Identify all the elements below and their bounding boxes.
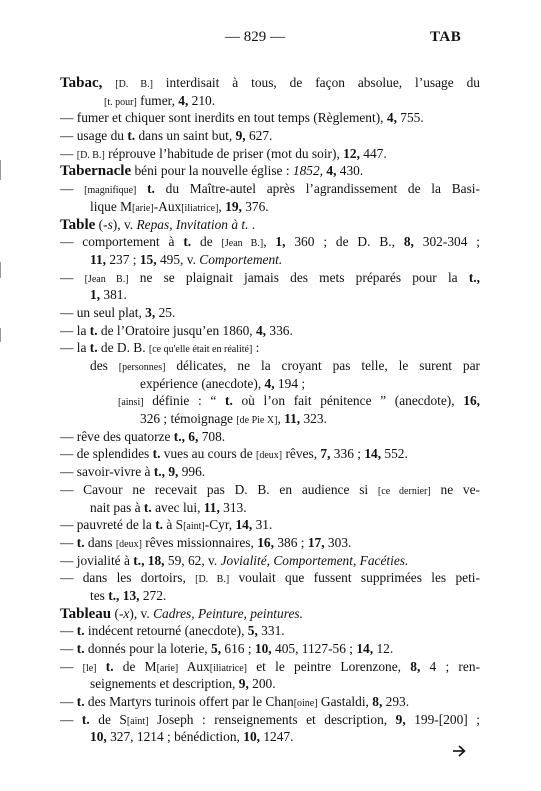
entry-text: 1852, <box>292 163 324 179</box>
entry-text: 755. <box>396 110 424 126</box>
entry-text: [oine] <box>293 698 318 710</box>
entry-text: , <box>277 411 285 427</box>
entry-text: de S <box>89 711 127 727</box>
entry-text: 10, <box>243 729 260 745</box>
entry-text: t. <box>147 181 155 197</box>
index-line <box>60 516 480 534</box>
entry-text: 302-304 ; <box>413 234 480 250</box>
entry-text: — fumer et chiquer sont inerdits en tout temps (Règlement), <box>60 110 387 126</box>
entry-text: — rêve des quatorze <box>60 428 174 444</box>
index-line <box>60 322 480 340</box>
entry-text: de l’Oratoire jusqu’en 1860, <box>97 322 256 338</box>
entry-text: 616 ; <box>221 641 255 656</box>
entry-text: [le] <box>82 662 97 674</box>
entry-headword: Tabac, <box>60 75 103 91</box>
entry-text: lique M <box>90 198 133 214</box>
entry-headword: Table <box>60 216 96 233</box>
entry-text: de <box>191 234 222 250</box>
entry-text: 381. <box>100 287 127 303</box>
entry-text: t. <box>76 534 85 550</box>
entry-text: — <box>60 641 77 656</box>
entry-text: dans un saint but, <box>135 128 236 144</box>
entry-text: 4, <box>386 110 397 126</box>
entry-text: 313. <box>219 499 247 515</box>
entry-text: Aux <box>178 658 210 674</box>
entry-text <box>136 181 147 196</box>
entry-text: [magnifique] <box>84 185 137 197</box>
index-line <box>60 428 480 446</box>
entry-text: — <box>60 711 82 727</box>
index-entries <box>60 74 480 746</box>
entry-text: [ce qu'elle était en réalité] <box>148 344 253 356</box>
entry-text: t., <box>153 464 165 480</box>
index-line <box>60 92 480 110</box>
entry-text: Gastaldi, <box>317 694 373 710</box>
entry-text: donnés pour la loterie, <box>84 641 211 656</box>
entry-text: [deux] <box>256 450 283 462</box>
entry-text: [Jean B.] <box>221 238 264 250</box>
entry-text: 8, <box>410 658 421 674</box>
entry-text: ), v. <box>129 605 154 621</box>
section-header: TAB <box>430 29 462 45</box>
entry-text: de M <box>113 658 157 674</box>
entry-headword: Tabernacle <box>60 163 132 180</box>
entry-text: t. <box>89 322 98 338</box>
index-line <box>60 410 480 428</box>
entry-text: 336. <box>266 322 293 338</box>
entry-text: — un seul plat, <box>60 304 146 320</box>
index-line <box>60 499 480 517</box>
entry-text: 495, v. <box>156 251 200 267</box>
entry-text: ), v. <box>112 216 137 232</box>
entry-text: — de splendides <box>60 446 153 462</box>
index-line <box>60 587 480 605</box>
entry-text: 237 ; <box>106 251 140 267</box>
index-line <box>60 357 480 375</box>
entry-text: [aint] <box>183 521 205 533</box>
entry-text: — usage du <box>60 128 128 144</box>
entry-text: t. <box>127 128 136 144</box>
entry-text: 11, <box>203 499 220 515</box>
index-line <box>60 162 480 180</box>
entry-text: 1247. <box>260 729 294 745</box>
index-line <box>60 622 480 640</box>
entry-text: . <box>248 216 256 232</box>
entry-text: 16, <box>257 534 274 550</box>
entry-text: 447. <box>359 145 387 161</box>
entry-headword: Tableau <box>60 605 112 622</box>
entry-text: 627. <box>245 128 273 144</box>
entry-text: à S <box>163 517 184 533</box>
entry-text: 10, <box>90 729 107 745</box>
index-line <box>60 392 480 410</box>
margin-mark <box>0 262 1 278</box>
entry-text: t. <box>76 694 85 710</box>
entry-text: [t. pour] <box>104 96 137 108</box>
entry-text: fumer, <box>136 92 179 108</box>
entry-text: Cadres, Peinture, peintures. <box>153 605 303 621</box>
entry-text: ne ve- <box>430 481 481 497</box>
entry-text: — savoir-vivre à <box>60 464 154 480</box>
index-line <box>60 552 480 570</box>
entry-text: t. <box>76 623 85 639</box>
entry-text: t., <box>108 587 120 603</box>
entry-text: s <box>107 216 113 232</box>
index-line <box>60 251 480 269</box>
entry-text: 272. <box>139 587 167 603</box>
entry-text: t. <box>183 234 192 250</box>
entry-text: 552. <box>381 446 408 462</box>
entry-text: — <box>60 534 77 550</box>
entry-text: t. <box>152 446 161 462</box>
entry-text: seignements et description, <box>90 676 239 692</box>
entry-text: — <box>60 145 77 161</box>
entry-text: 17, <box>307 534 325 550</box>
entry-text: 19, <box>225 198 242 214</box>
entry-text: où l’on fait pénitence ” (anecdote), <box>232 393 464 409</box>
entry-text: [deux] <box>115 538 142 550</box>
index-line <box>60 640 480 658</box>
entry-text: avec lui, <box>151 499 204 515</box>
entry-text: tes <box>90 587 109 603</box>
entry-text: 10, <box>254 641 272 656</box>
margin-mark <box>0 328 1 342</box>
entry-text: 326 ; témoignage <box>140 411 237 427</box>
entry-text: 59, 62, v. <box>164 552 221 568</box>
entry-text: nait pas à <box>90 499 144 515</box>
entry-text: 327, 1214 ; bénédiction, <box>106 729 244 745</box>
index-line <box>60 675 480 693</box>
entry-text: rêves missionnaires, <box>141 534 258 550</box>
entry-text: 14, <box>235 517 253 533</box>
entry-text: des Martyrs turinois offert par le Chan <box>84 694 294 710</box>
entry-text: — <box>60 623 77 639</box>
entry-text: t., <box>468 269 480 285</box>
entry-text: 9, <box>235 128 246 144</box>
entry-text: [personnes] <box>118 362 166 373</box>
entry-text: expérience (anecdote), <box>140 375 265 391</box>
entry-text: 386 ; <box>273 534 308 550</box>
entry-text: 11, <box>284 411 301 427</box>
entry-text: : <box>252 340 260 356</box>
entry-text: t., <box>173 428 185 444</box>
entry-text: interdisait à tous, de façon absolue, l’usage du <box>152 75 480 90</box>
entry-text: 4, <box>178 92 189 108</box>
index-line <box>60 127 480 145</box>
entry-text: 16, <box>463 393 481 409</box>
index-line <box>60 304 480 322</box>
entry-text: — la <box>60 322 90 338</box>
entry-text: 210. <box>188 92 216 108</box>
entry-text: t. <box>155 517 163 533</box>
entry-text: 293. <box>382 694 410 710</box>
entry-text: 1, <box>275 234 286 250</box>
entry-text: vues au cours de <box>160 446 256 462</box>
entry-text: t., <box>133 552 145 568</box>
index-line <box>60 74 480 92</box>
entry-text: 360 ; de D. B., <box>285 234 404 250</box>
entry-text: 303. <box>324 534 352 550</box>
entry-text: [arie] <box>132 202 154 214</box>
entry-text: -Aux <box>153 198 182 214</box>
entry-text: 9, <box>238 676 249 692</box>
entry-text: t. <box>81 711 90 727</box>
entry-text: [arie] <box>156 662 179 674</box>
entry-text: 199-[200] ; <box>405 711 480 727</box>
entry-text: [D. B.] <box>195 574 230 586</box>
entry-text: dans <box>84 534 116 550</box>
entry-text: [ainsi] <box>118 397 144 409</box>
entry-text: — <box>60 269 85 285</box>
entry-text: 5, <box>211 641 222 656</box>
index-line <box>60 693 480 711</box>
index-line <box>60 711 480 729</box>
entry-text: voulait que fussent supprimées les peti- <box>229 570 480 586</box>
entry-text: des <box>90 358 119 373</box>
entry-text: — Cavour ne recevait pas D. B. en audience si <box>60 481 378 497</box>
index-line <box>60 534 480 552</box>
entry-text: t. <box>105 658 114 674</box>
index-line <box>60 481 480 499</box>
entry-text: Repas, Invitation à t. <box>136 216 249 232</box>
entry-text: 405, 1127-56 ; <box>271 641 357 656</box>
entry-text: x <box>123 605 130 621</box>
entry-text: (- <box>111 605 124 621</box>
entry-text: 9, <box>395 711 406 727</box>
entry-text: [Jean B.] <box>84 273 129 285</box>
index-line <box>60 216 480 234</box>
entry-text: 25. <box>155 304 176 320</box>
entry-text: 31. <box>252 517 273 533</box>
entry-text: — <box>60 658 83 674</box>
index-line <box>60 233 480 251</box>
entry-text: — la <box>60 340 90 356</box>
entry-text: indécent retourné (anecdote), <box>84 623 248 639</box>
index-line <box>60 269 480 287</box>
index-line <box>60 445 480 463</box>
entry-text: 194 ; <box>274 375 306 391</box>
index-line <box>60 375 480 393</box>
entry-text: [aint] <box>126 715 149 727</box>
entry-text: 376. <box>241 198 269 214</box>
entry-text: 4, <box>255 322 267 338</box>
entry-text: 8, <box>403 234 414 250</box>
entry-text: 18, <box>147 552 165 568</box>
entry-text: 708. <box>198 428 226 444</box>
entry-text: 331. <box>257 623 285 639</box>
entry-text: — dans les dortoirs, <box>60 570 196 586</box>
entry-text: — pauvreté de la <box>60 517 156 533</box>
entry-text: 5, <box>247 623 258 639</box>
entry-text: — comportement à <box>60 234 184 250</box>
entry-text: 6, <box>188 428 199 444</box>
entry-text: [D. B.] <box>115 79 153 90</box>
entry-text: 4, <box>264 375 275 391</box>
index-line <box>60 109 480 127</box>
entry-text: béni pour la nouvelle église : <box>131 163 293 179</box>
entry-text: et le peintre Lorenzone, <box>247 658 411 674</box>
entry-text: Comportement. <box>199 251 283 267</box>
entry-text: de D. B. <box>97 340 149 356</box>
index-line <box>60 145 480 163</box>
entry-text <box>102 75 115 90</box>
index-line <box>60 198 480 216</box>
entry-text: définie : “ <box>143 393 225 409</box>
arrow-right-icon <box>452 744 466 758</box>
entry-text: t. <box>76 641 85 656</box>
entry-text: [iliatrice] <box>181 202 219 214</box>
entry-text: (- <box>95 216 108 232</box>
entry-text: 200. <box>248 676 276 692</box>
entry-text: , <box>263 234 276 250</box>
entry-text: 8, <box>372 694 383 710</box>
index-line <box>60 339 480 357</box>
entry-text: 336 ; <box>330 446 365 462</box>
entry-text: 430. <box>336 163 364 179</box>
entry-text: 9, <box>168 464 179 480</box>
entry-text: 13, <box>122 587 140 603</box>
entry-text: 1, <box>90 287 101 303</box>
entry-text: délicates, ne la croyant pas telle, le surent par <box>165 358 480 373</box>
entry-text: 15, <box>139 251 157 267</box>
entry-text: ne se plaignait jamais des mets préparés pour la <box>128 269 469 285</box>
index-line <box>60 180 480 198</box>
entry-text: 12, <box>343 145 360 161</box>
index-line <box>60 658 480 676</box>
entry-text <box>97 659 106 674</box>
index-line <box>60 569 480 587</box>
entry-text: 996. <box>178 464 206 480</box>
entry-text: 12. <box>373 641 394 656</box>
entry-text: 7, <box>320 446 331 462</box>
entry-text: 11, <box>90 251 106 267</box>
entry-text: — <box>60 181 85 197</box>
entry-text: 4, <box>326 163 337 179</box>
entry-text: t. <box>89 340 98 356</box>
page-number: — 829 — <box>225 29 285 45</box>
entry-text: t. <box>143 499 152 515</box>
entry-text: t. <box>225 393 233 409</box>
index-line <box>60 463 480 481</box>
margin-mark <box>0 160 1 180</box>
entry-text: -Cyr, <box>204 517 236 533</box>
entry-text: 14, <box>356 641 374 656</box>
entry-text: Joseph : renseignements et description, <box>148 711 396 727</box>
entry-text: , <box>218 198 226 214</box>
entry-text: 323. <box>300 411 327 427</box>
index-line <box>60 286 480 304</box>
entry-text: 4 ; ren- <box>420 658 480 674</box>
index-line <box>60 605 480 623</box>
entry-text: du Maître-autel après l’agrandissement de la Basi- <box>154 181 480 197</box>
entry-text: rêves, <box>282 446 321 462</box>
entry-text: 3, <box>145 304 156 320</box>
entry-text: [D. B.] <box>76 149 105 161</box>
entry-text: réprouve l’habitude de priser (mot du soir), <box>104 145 344 161</box>
entry-text: Jovialité, Comportement, Facéties. <box>220 552 409 568</box>
entry-text: [iliatrice] <box>209 662 247 674</box>
entry-text: — <box>60 694 77 710</box>
entry-text: — jovialité à <box>60 552 134 568</box>
entry-text: 14, <box>364 446 382 462</box>
entry-text: [ce dernier] <box>377 485 431 497</box>
index-line <box>60 728 480 746</box>
entry-text: [de Pie X] <box>236 415 278 427</box>
